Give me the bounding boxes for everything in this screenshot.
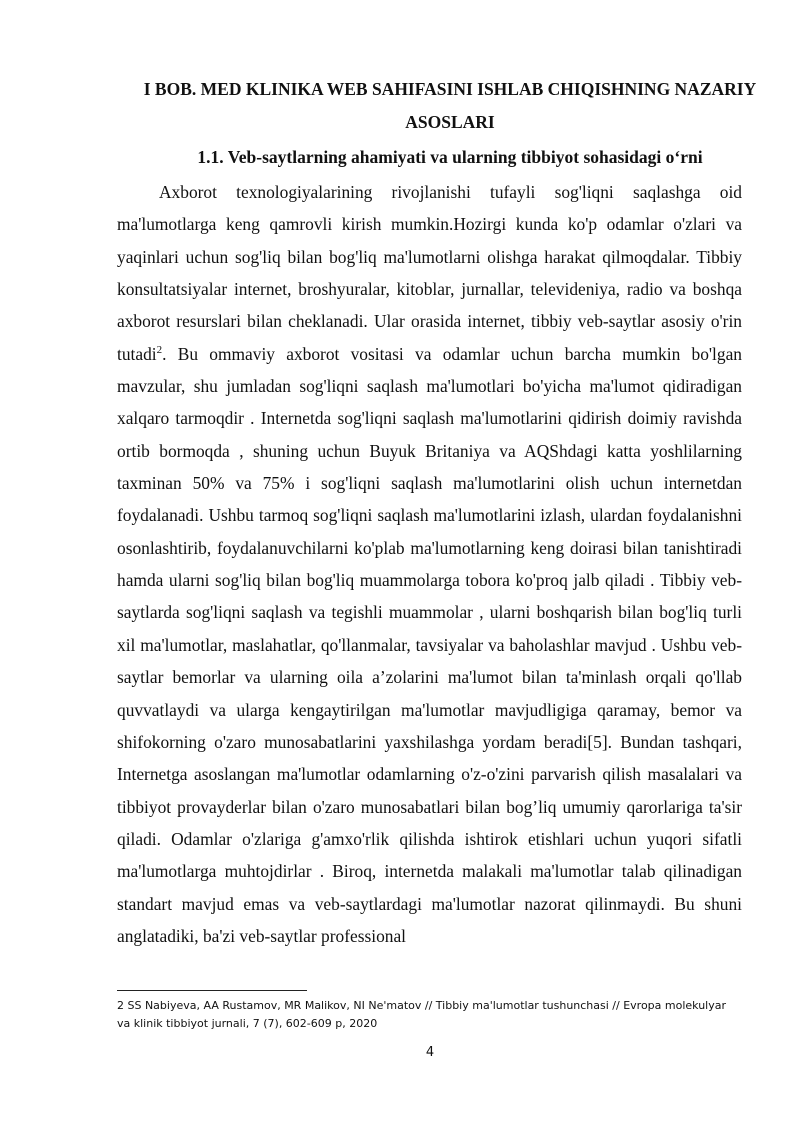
paragraph-text-part-1: Axborot texnologiyalarining rivojlanishi tufayli sog'liqni saqlashga oid ma'lumotlarga keng qamrovli kirish mumkin.Hozirgi kunda ko'p odamlar o'zlari va yaqinlari uchun sog'liq bilan bog'liq ma'lumotlarni olishga harakat qilmoqdalar. Tibbiy konsultatsiyalar internet, broshyuralar, kitoblar, jurnallar, televideniya, radio va boshqa axborot resurslari bilan cheklanadi. Ular orasida internet, tibbiy veb-saytlar asosiy o'rin tutadi	[117, 182, 742, 364]
footnote-separator	[117, 990, 307, 991]
footnote: 2 SS Nabiyeva, AA Rustamov, MR Malikov, NI Ne'matov // Tibbiy ma'lumotlar tushunchasi // Evropa molekulyar va klinik tibbiyot jurnali, 7 (7), 602-609 p, 2020	[117, 999, 727, 1030]
body-paragraph	[117, 176, 742, 952]
page-number: 4	[425, 1045, 435, 1060]
paragraph-text-part-2: . Bu ommaviy axborot vositasi va odamlar uchun barcha mumkin bo'lgan mavzular, shu jumladan sog'liqni saqlash ma'lumotlari bo'yicha ma'lumot qidiradigan xalqaro tarmoqdir . Internetda sog'liqni saqlash ma'lumotlarini qidirish doimiy ravishda ortib bormoqda , shuning uchun Buyuk Britaniya va AQShdagi katta yoshlilarning taxminan 50% va 75% i sog'liqni saqlash ma'lumotlarini olish uchun internetdan foydalanadi. Ushbu tarmoq sog'liqni saqlash ma'lumotlarini izlash, ulardan foydalanishni osonlashtirib, foydalanuvchilarni ko'plab ma'lumotlarning keng doirasi bilan tanishtiradi hamda ularni sog'liq bilan bog'liq muammolarga tobora ko'proq jalb qiladi . Tibbiy veb-saytlarda sog'liqni saqlash va tegishli muammolar , ularni boshqarish bilan bog'liq turli xil ma'lumotlar, maslahatlar, qo'llanmalar, tavsiyalar va baholashlar mavjud . Ushbu veb-saytlar bemorlar va ularning oila a’zolarini ma'lumot bilan ta'minlash orqali qo'llab quvvatlaydi va ularga kengaytirilgan ma'lumotlar mavjudligiga qaramay, bemor va shifokorning o'zaro munosabatlarini yaxshilashga yordam beradi[5]. Bundan tashqari, Internetga asoslangan ma'lumotlar odamlarning o'z-o'zini parvarish qilish masalalari va tibbiyot provayderlar bilan o'zaro munosabatlari bilan bog’liq umumiy qarorlariga ta'sir qiladi. Odamlar o'zlariga g'amxo'rlik qilishda ishtirok etishlari uchun yuqori sifatli ma'lumotlarga muhtojdirlar . Biroq, internetda malakali ma'lumotlar talab qilinadigan standart mavjud emas va veb-saytlardagi ma'lumotlar nazorat qilinmaydi. Bu shuni anglatadiki, ba'zi veb-saytlar professional	[117, 343, 742, 946]
chapter-title: I BOB. MED KLINIKA WEB SAHIFASINI ISHLAB CHIQISHNING NAZARIY ASOSLARI	[143, 79, 757, 132]
section-title: 1.1. Veb-saytlarning ahamiyati va ularning tibbiyot sohasidagi o‘rni	[197, 147, 703, 167]
footnote-reference: 2	[156, 343, 163, 356]
